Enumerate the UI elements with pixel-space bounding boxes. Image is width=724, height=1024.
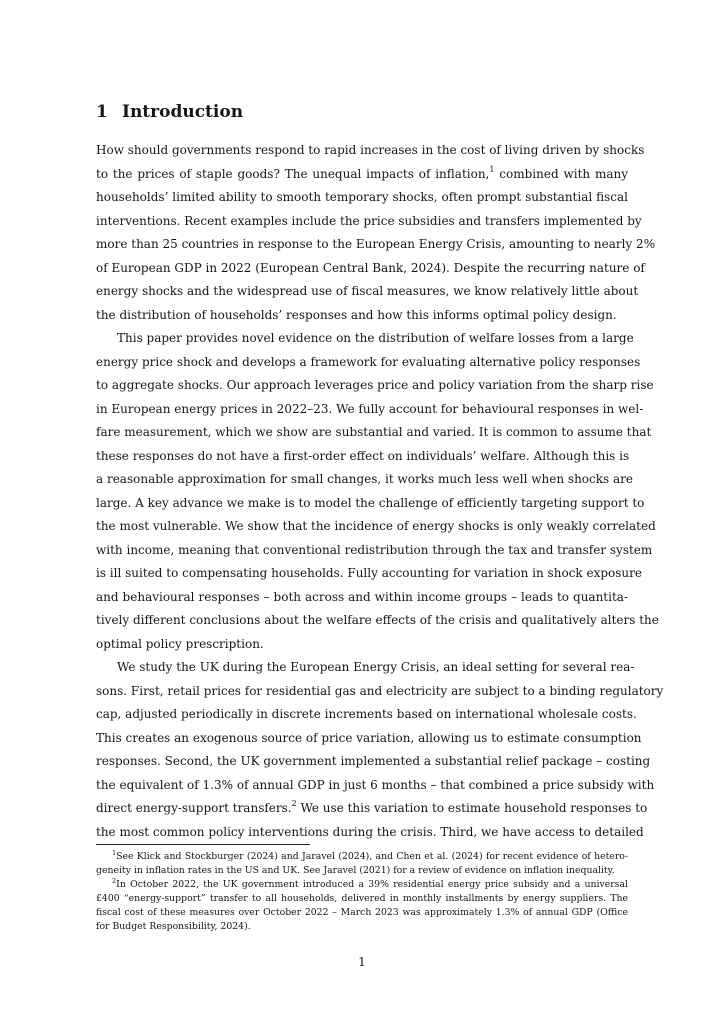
text-line: a reasonable approximation for small changes, it works much less well when shocks are bbox=[96, 472, 633, 486]
text-line: fare measurement, which we show are substantial and varied. It is common to assume that bbox=[96, 425, 652, 439]
text-line: and behavioural responses – both across and within income groups – leads to quantita- bbox=[96, 589, 628, 604]
text-line: with income, meaning that conventional redistribution through the tax and transfer system bbox=[96, 542, 653, 557]
text-line: to the prices of staple goods? The unequal impacts of inflation,$^1$ combined with many bbox=[96, 164, 628, 181]
text-line: the equivalent of 1.3% of annual GDP in just 6 months – that combined a price subsidy with bbox=[96, 777, 655, 792]
text-line: large. A key advance we make is to model the challenge of efficiently targeting support to bbox=[96, 495, 645, 510]
footnote-line: fiscal cost of these measures over October 2022 – March 2023 was approximately 1.3% of annual GDP (Office bbox=[96, 907, 628, 918]
paragraph-2 bbox=[96, 327, 659, 656]
footnote-ref-1[interactable]: 1 bbox=[489, 164, 495, 174]
footnote-line: for Budget Responsibility, 2024). bbox=[96, 921, 251, 932]
text-line: optimal policy prescription. bbox=[96, 636, 264, 651]
text-line: in European energy prices in 2022–23. We fully account for behavioural responses in wel- bbox=[96, 401, 644, 416]
footnote-line: $^2$In October 2022, the UK government introduced a 39% residential energy price subsidy and a universal bbox=[112, 877, 628, 890]
body-text bbox=[96, 139, 664, 844]
page-number: 1 bbox=[358, 955, 366, 969]
paragraph-3 bbox=[96, 656, 664, 844]
footnote-rule bbox=[96, 844, 310, 845]
text-line: sons. First, retail prices for residential gas and electricity are subject to a binding regulatory bbox=[96, 683, 664, 698]
text-line: energy shocks and the widespread use of fiscal measures, we know relatively little about bbox=[96, 284, 639, 298]
text-line: tively different conclusions about the welfare effects of the crisis and qualitatively alters the bbox=[96, 613, 659, 627]
text-line: This creates an exogenous source of price variation, allowing us to estimate consumption bbox=[96, 730, 642, 745]
footnote-line: $^1$See Klick and Stockburger (2024) and Jaravel (2024), and Chen et al. (2024) for recent evidence of hetero- bbox=[112, 849, 628, 862]
footnote-mark-1: 1 bbox=[112, 849, 117, 857]
footnote-ref-2[interactable]: 2 bbox=[291, 799, 297, 808]
section-heading bbox=[96, 100, 243, 124]
footnote-mark-2: 2 bbox=[112, 877, 117, 885]
footnote-line: £400 “energy-support” transfer to all households, delivered in monthly installments by energy suppliers. The bbox=[96, 893, 628, 904]
text-line: is ill suited to compensating households. Fully accounting for variation in shock exposure bbox=[96, 566, 642, 580]
text-line: of European GDP in 2022 (European Central Bank, 2024). Despite the recurring nature of bbox=[96, 260, 645, 275]
text-line: to aggregate shocks. Our approach leverages price and policy variation from the sharp rise bbox=[96, 378, 654, 392]
text-line: cap, adjusted periodically in discrete increments based on international wholesale costs. bbox=[96, 707, 637, 721]
paragraph-1 bbox=[96, 139, 656, 327]
footnote-line: geneity in inflation rates in the US and UK. See Jaravel (2021) for a review of evidence on inflation inequality. bbox=[96, 865, 615, 876]
text-line: the most vulnerable. We show that the incidence of energy shocks is only weakly correlated bbox=[96, 519, 656, 533]
text-line: households’ limited ability to smooth temporary shocks, often prompt substantial fiscal bbox=[96, 190, 628, 204]
section-title: Introduction bbox=[122, 102, 244, 122]
footnote-1 bbox=[96, 850, 628, 878]
text-line: these responses do not have a first-order effect on individuals’ welfare. Although this is bbox=[96, 448, 630, 463]
text-line: the most common policy interventions during the crisis. Third, we have access to detailed bbox=[96, 824, 644, 839]
text-line: more than 25 countries in response to the European Energy Crisis, amounting to nearly 2% bbox=[96, 237, 656, 251]
section-number: 1 bbox=[96, 102, 108, 122]
text-line: How should governments respond to rapid increases in the cost of living driven by shocks bbox=[96, 143, 645, 157]
text-line: responses. Second, the UK government implemented a substantial relief package – costing bbox=[96, 754, 651, 768]
text-line: interventions. Recent examples include the price subsidies and transfers implemented by bbox=[96, 213, 642, 228]
text-line: We study the UK during the European Energy Crisis, an ideal setting for several rea- bbox=[117, 660, 635, 674]
text-line: energy price shock and develops a framework for evaluating alternative policy responses bbox=[96, 354, 641, 369]
text-line: direct energy-support transfers.$^2$ We use this variation to estimate household responses to bbox=[96, 799, 648, 815]
footnote-2 bbox=[96, 878, 628, 934]
text-line: This paper provides novel evidence on the distribution of welfare losses from a large bbox=[117, 331, 634, 345]
text-line: the distribution of households’ responses and how this informs optimal policy design. bbox=[96, 307, 617, 322]
